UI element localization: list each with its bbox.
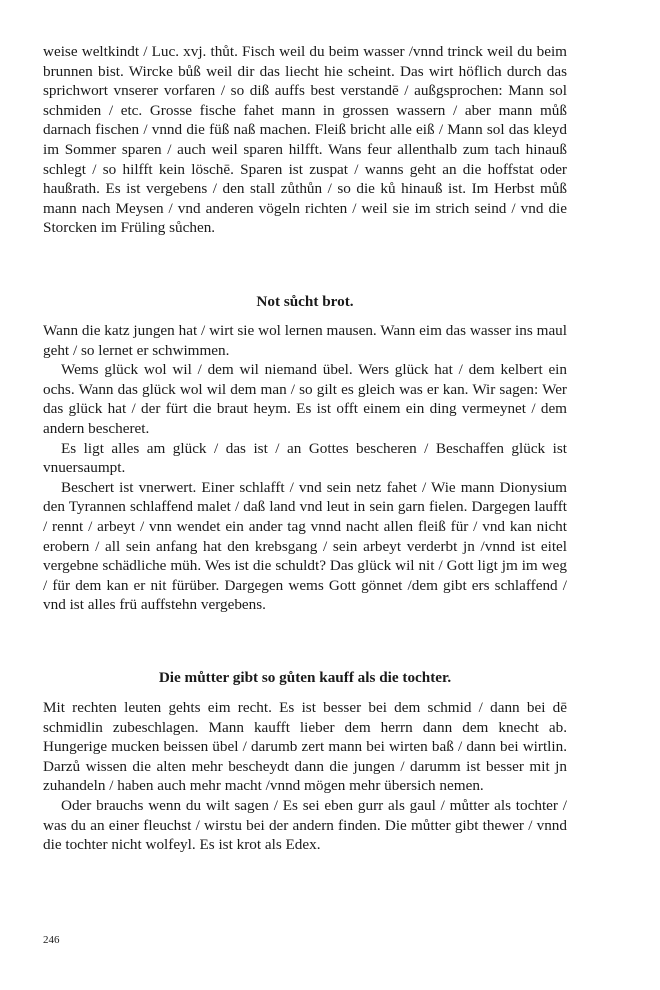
section-body (43, 698, 567, 855)
paragraph: Wann die katz jungen hat / wirt sie wol lernen mausen. Wann eim das wasser ins maul geht / so lernet er schwimmen. (43, 322, 567, 359)
paragraph: Es ligt alles am glück / das ist / an Gottes bescheren / Beschaffen glück ist vnuersaumpt. (43, 439, 567, 477)
section-body (43, 321, 567, 615)
paragraph: Oder brauchs wenn du wilt sagen / Es sei eben gurr als gaul / můtter als tochter / was du an einer fleuchst / wirstu bei der andern finden. Die můtter gibt thewer / vnnd die tochter nicht wolfeyl. Es ist krot als Edex. (43, 796, 567, 854)
section-heading: Not sůcht brot. (256, 293, 354, 310)
paragraph: Beschert ist vnerwert. Einer schlafft / vnd sein netz fahet / Wie mann Dionysium den Tyrannen schlaffend malet / daß land vnd leut in sein garn fielen. Dargegen laufft / rennt / arbeyt / vnn wendet ein ander tag vnnd nacht allen fleiß für / vnd kan nicht erobern / all sein anfang hat den krebsgang / sein arbeyt verderbt jn /vnnd ist eitel vergebne schädliche müh. Wes ist die schuldt? Das glück wil nit / Gott ligt jm im weg / für dem kan er nit fürüber. Dargegen wems Gott gönnet /dem gibt ers schlaffend / vnd ist alles frü auffstehn vergebens. (43, 478, 567, 614)
paragraph: Wems glück wol wil / dem wil niemand übel. Wers glück hat / dem kelbert ein ochs. Wann das glück wol wil dem man / so gilt es gleich was er kan. Wir sagen: Wer das glück hat / der fürt die braut heym. Es ist offt einem ein ding vermeynet / dem andern bescheret. (43, 361, 567, 437)
page-number: 246 (43, 934, 60, 946)
section-continuation (43, 42, 567, 238)
paragraph: Mit rechten leuten gehts eim recht. Es ist besser bei dem schmid / dann bei dē schmidlin zubeschlagen. Mann kaufft lieber dem herrn dann dem knecht ab. Hungerige mucken beissen übel / darumb zert mann bei wirten baß / dann bei wirtlin. Darzů wissen die alten mehr bescheydt dann die jungen / darumm ist besser mit jn zuhandeln / haben auch mehr macht /vnnd mögen mehr übersich nemen. (43, 699, 567, 795)
section-heading: Die můtter gibt so gůten kauff als die tochter. (158, 669, 452, 686)
paragraph: weise weltkindt / Luc. xvj. thůt. Fisch weil du beim wasser /vnnd trinck weil du beim brunnen bist. Wircke bůß weil dir das liecht hie scheint. Das wirt höflich durch das sprichwort vnserer vorfaren / so diß auffs best verstandē / außgsprochen: Mann sol schmiden / etc. Grosse fische fahet mann in grossen wassern / aber mann můß darnach fischen / vnnd die füß naß machen. Fleiß bricht alle eiß / Mann sol das kleyd im Sommer sparen / auch weil sparen hilfft. Wans feur allenthalb zum tach hinauß schlegt / so hilfft kein löschē. Sparen ist zuspat / wanns geht an die hoffstat oder haußrath. Es ist vergebens / den stall zůthůn / so die ků hinauß ist. Im Herbst můß mann nach Meysen / vnd anderen vögeln richten / weil sie im strich seind / vnd die Storcken im Früling sůchen. (43, 43, 567, 237)
